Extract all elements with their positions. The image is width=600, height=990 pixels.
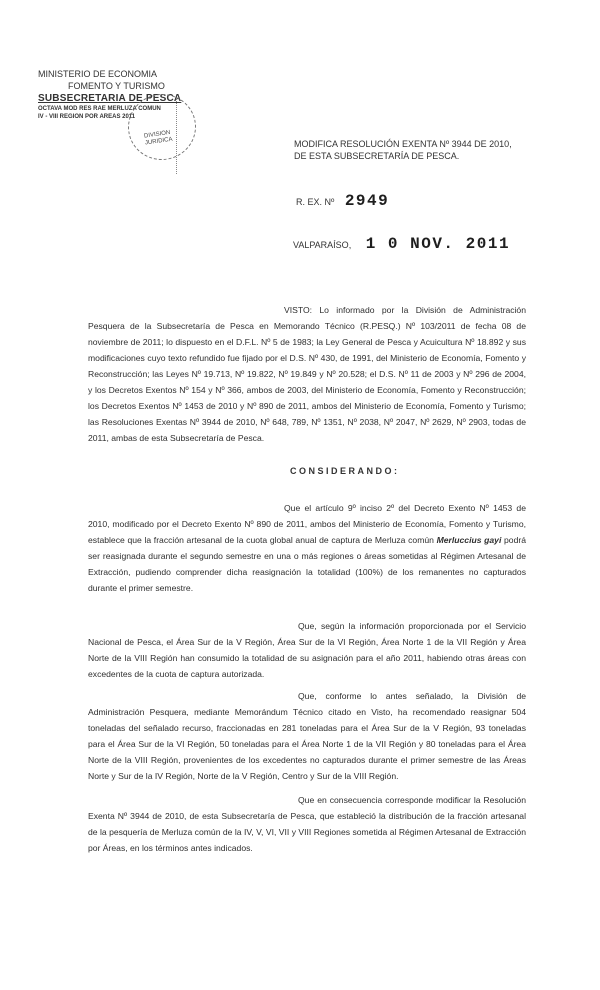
stamp-line-1: DIVISION [143,129,171,140]
side-stamp-mark [176,98,203,174]
subsecretaria-name: SUBSECRETARIA DE PESCA [38,93,182,104]
office-line-2: IV - VIII REGION POR AREAS 2011 [38,114,136,120]
p2-text: Que, según la información proporcionada por el Servicio Nacional de Pesca, el Área Sur de la V Región, Área Sur de la VI Región, Área Norte 1 de la VII Región y Área Norte de la VIII Región han consumido la totalidad de su asignación para el año 2011, habiendo otras áreas con excedentes de la cuota de captura autorizada. [88,621,526,679]
p1-text-before: Que el artículo 9º inciso 2º del Decreto Exento Nº 1453 de 2010, modificado por el Decreto Exento Nº 890 de 2011, ambos del Ministerio de Economía, Fomento y Turismo, establece que la fracción artesanal de la cuota global anual de captura de Merluza común [88,503,526,545]
p1-text-after: podrá ser reasignada durante el segundo semestre en una o más regiones o áreas sometidas al Régimen Artesanal de Extracción, pudiendo comprender dicha reasignación la totalidad (100%) de los remanentes no capturados durante el primer semestre. [88,535,527,593]
considerando-p1 [88,500,526,596]
resolution-subject [294,138,512,162]
considerando-heading: CONSIDERANDO: [290,466,400,476]
p3-text: Que, conforme lo antes señalado, la División de Administración Pesquera, mediante Memorándum Técnico citado en Visto, ha recomendado reasignar 504 toneladas del señalado recurso, fraccionadas en 281 toneladas para el Área Sur de la V Región, 93 toneladas para el Área Sur de la VI Región, 50 toneladas para el Área Norte 1 de la VII Región y 80 toneladas para el Área Norte de la VIII Región, provenientes de los excedentes no capturados durante el primer semestre de las Áreas Norte y Sur de la IV Región, Norte de la V Región, Centro y Sur de la VIII Región. [88,691,526,781]
considerando-p4 [88,792,526,856]
subject-line-2: DE ESTA SUBSECRETARÍA DE PESCA. [294,151,460,161]
stamp-line-2: JURIDICA [144,136,173,147]
ministry-line-2: FOMENTO Y TURISMO [68,81,165,91]
date-stamp: 1 0 NOV. 2011 [365,235,511,253]
considerando-p2 [88,618,526,682]
date-place: VALPARAÍSO, [293,240,352,250]
p4-text: Que en consecuencia corresponde modificar la Resolución Exenta Nº 3944 de 2010, de esta Subsecretaría de Pesca, que estableció la distribución de la fracción artesanal de la pesquería de Merluza común de la IV, V, VI, VII y VIII Regiones sometida al Régimen Artesanal de Extracción por Áreas, en los términos antes indicados. [88,795,526,853]
resolution-label: R. EX. Nº [296,197,335,207]
visto-section [88,302,526,446]
date-block [293,235,510,253]
considerando-p3 [88,688,526,784]
ministry-line-1: MINISTERIO DE ECONOMIA [38,69,158,79]
resolution-number-block [296,192,389,210]
resolution-number: 2949 [344,192,390,210]
visto-paragraph: VISTO: Lo informado por la División de Administración Pesquera de la Subsecretaría de Pesca en Memorando Técnico (R.PESQ.) Nº 103/2011 de fecha 08 de noviembre de 2011; lo dispuesto en el D.F.L. Nº 5 de 1983; la Ley General de Pesca y Acuicultura Nº 18.892 y sus modificaciones cuyo texto refundido fue fijado por el D.S. Nº 430, de 1991, del Ministerio de Economía, Fomento y Reconstrucción; las Leyes Nº 19.713, Nº 19.822, Nº 19.849 y Nº 20.528; el D.S. Nº 11 de 2003 y Nº 296 de 2004, y los Decretos Exentos Nº 154 y Nº 366, ambos de 2003, del Ministerio de Economía, Fomento y Reconstrucción; los Decretos Exentos Nº 1453 de 2010 y Nº 890 de 2011, ambos del Ministerio de Economía, Fomento y Turismo; las Resoluciones Exentas Nº 3944 de 2010, Nº 648, 789, Nº 1351, Nº 2038, Nº 2047, Nº 2629, Nº 2903, todas de 2011, ambas de esta Subsecretaría de Pesca. [88,305,526,443]
species-name: Merluccius gayi [436,535,502,545]
subject-line-1: MODIFICA RESOLUCIÓN EXENTA Nº 3944 DE 2010, [294,139,512,149]
office-line-1: OCTAVA MOD RES RAE MERLUZA COMUN [38,106,161,112]
